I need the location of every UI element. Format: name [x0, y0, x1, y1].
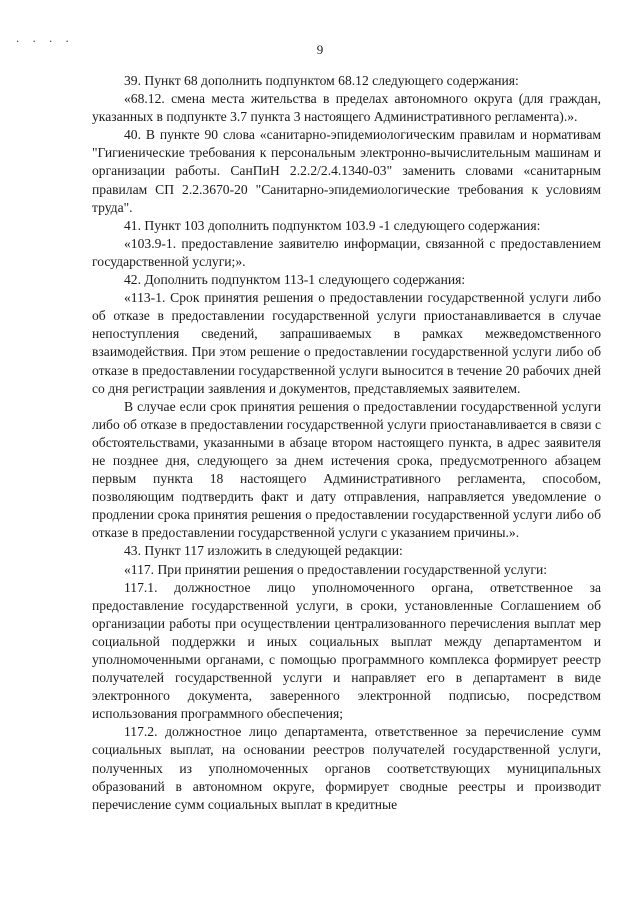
- paragraph-117-2: 117.2. должностное лицо департамента, ответственное за перечисление сумм социальных выплат, на основании реестров получателей государственной услуги, полученных из уполномоченных органов соответствующих муниципальных образований в автономном округе, формирует сводные реестры и производит перечисление сумм социальных выплат в кредитные: [92, 724, 601, 812]
- paragraph-117: «117. При принятии решения о предоставлении государственной услуги:: [124, 561, 548, 577]
- paragraph-117-1: 117.1. должностное лицо уполномоченного органа, ответственное за предоставление государственной услуги, в сроки, установленные Соглашением об организации работы при осуществлении централизованного перечисления выплат мер социальной поддержки и иных социальных выплат между департаментом и уполномоченными органами, с помощью программного комплекса формирует реестр получателей государственной услуги и направляет его в департамент в виде электронного документа, заверенного электронной подписью, посредством использования программного обеспечения;: [92, 579, 601, 722]
- corner-scan-marks: . . . .: [16, 30, 74, 45]
- page-number: 9: [316, 42, 324, 57]
- document-body: [92, 72, 601, 814]
- paragraph-41: 41. Пункт 103 дополнить подпунктом 103.9 -1 следующего содержания:: [124, 217, 541, 233]
- paragraph-40: 40. В пункте 90 слова «санитарно-эпидемиологическим правилам и нормативам "Гигиенические требования к персональным электронно-вычислительным машинам и организации работы. СанПиН 2.2.2/2.4.1340-03" заменить словами «санитарным правилам СП 2.2.3670-20 "Санитарно-эпидемиологические требования к условиям труда".: [92, 127, 601, 215]
- paragraph-68-12: «68.12. смена места жительства в пределах автономного округа (для граждан, указанных в подпункте 3.7 пункта 3 настоящего Административного регламента).».: [92, 91, 601, 125]
- paragraph-43: 43. Пункт 117 изложить в следующей редакции:: [124, 543, 403, 559]
- paragraph-42: 42. Дополнить подпунктом 113-1 следующего содержания:: [124, 272, 466, 288]
- paragraph-103-9-1: «103.9-1. предоставление заявителю информации, связанной с предоставлением государственной услуги;».: [92, 235, 601, 269]
- paragraph-39: 39. Пункт 68 дополнить подпунктом 68.12 следующего содержания:: [124, 73, 519, 88]
- paragraph-113-1: «113-1. Срок принятия решения о предоставлении государственной услуги либо об отказе в предоставлении государственной услуги приостанавливается в случае непоступления сведений, запрашиваемых в рамках межведомственного взаимодействия. При этом решение о предоставлении государственной услуги либо об отказе в предоставлении государственной услуги выносится в течение 20 рабочих дней со дня регистрации заявления и документов, представляемых заявителем.: [92, 290, 601, 396]
- paragraph-113-1-second: В случае если срок принятия решения о предоставлении государственной услуги либо об отказе в предоставлении государственной услуги приостанавливается в связи с обстоятельствами, указанными в абзаце втором настоящего пункта, в адрес заявителя не позднее дня, следующего за днем истечения срока, предусмотренного абзацем первым пункта 18 настоящего Административного регламента, способом, позволяющим подтвердить факт и дату отправления, направляется уведомление о продлении срока принятия решения о предоставлении государственной услуги либо об отказе в предоставлении государственной услуги с указанием причины.».: [92, 398, 601, 541]
